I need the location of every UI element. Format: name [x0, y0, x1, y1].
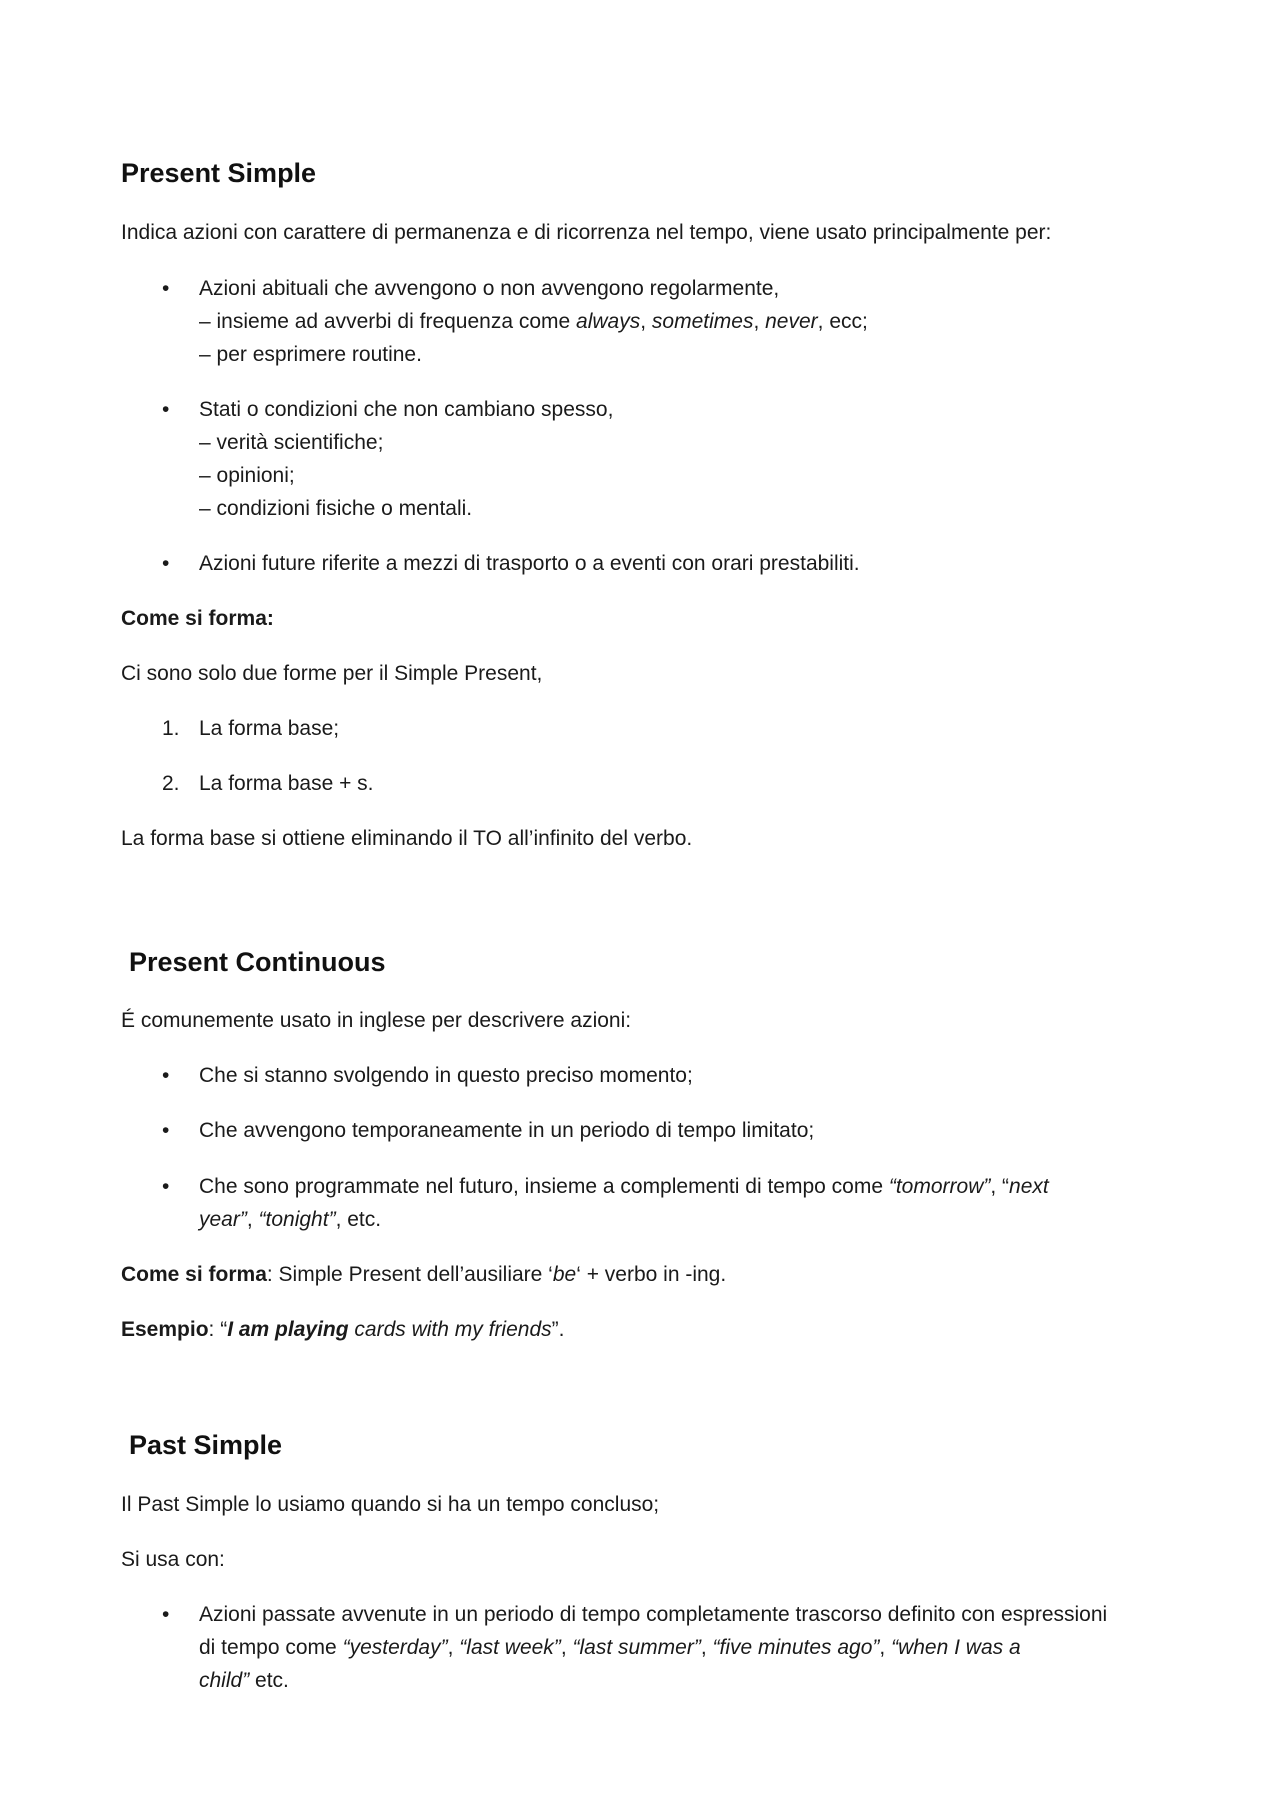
bullet-icon: • — [162, 1603, 170, 1626]
list-item-subline: child” etc. — [199, 1669, 289, 1692]
example-line: Esempio: “I am playing cards with my friends”. — [121, 1318, 565, 1341]
bullet-icon: • — [162, 552, 170, 575]
section-title-present-simple: Present Simple — [121, 158, 317, 188]
list-item-subline: year”, “tonight”, etc. — [199, 1208, 382, 1231]
bullet-icon: • — [162, 1175, 170, 1198]
list-item-subline: – opinioni; — [199, 464, 295, 487]
forms-intro: Ci sono solo due forme per il Simple Present, — [121, 662, 543, 685]
past-simple-usage: Si usa con: — [121, 1548, 225, 1571]
list-item-subline: – per esprimere routine. — [199, 343, 422, 366]
section-title-past-simple: Past Simple — [129, 1430, 283, 1460]
list-item: Stati o condizioni che non cambiano spesso, — [199, 398, 614, 421]
list-item: La forma base + s. — [199, 772, 374, 795]
present-simple-intro: Indica azioni con carattere di permanenza e di ricorrenza nel tempo, viene usato principalmente per: — [121, 221, 1052, 244]
list-item-subline: – verità scientifiche; — [199, 431, 384, 454]
list-item-subline: – insieme ad avverbi di frequenza come always, sometimes, never, ecc; — [199, 310, 868, 333]
base-note: La forma base si ottiene eliminando il TO all’infinito del verbo. — [121, 827, 693, 850]
list-item: Azioni future riferite a mezzi di trasporto o a eventi con orari prestabiliti. — [199, 552, 860, 575]
how-label: Come si forma: — [121, 607, 274, 630]
list-item: Che sono programmate nel futuro, insieme a complementi di tempo come “tomorrow”, “next — [199, 1175, 1049, 1198]
list-item: Azioni abituali che avvengono o non avvengono regolarmente, — [199, 277, 780, 300]
list-item: La forma base; — [199, 717, 340, 740]
list-item-subline: di tempo come “yesterday”, “last week”, “last summer”, “five minutes ago”, “when I was a — [199, 1636, 1021, 1659]
list-item: Azioni passate avvenute in un periodo di tempo completamente trascorso definito con espressioni — [199, 1603, 1108, 1626]
list-number: 2. — [162, 772, 180, 795]
list-item: Che si stanno svolgendo in questo preciso momento; — [199, 1064, 693, 1087]
how-line: Come si forma: Simple Present dell’ausiliare ‘be‘ + verbo in -ing. — [121, 1263, 727, 1286]
list-item-subline: – condizioni fisiche o mentali. — [199, 497, 473, 520]
bullet-icon: • — [162, 1119, 170, 1142]
present-continuous-intro: É comunemente usato in inglese per descrivere azioni: — [121, 1009, 632, 1032]
section-title-present-continuous: Present Continuous — [129, 947, 386, 977]
bullet-icon: • — [162, 1064, 170, 1087]
bullet-icon: • — [162, 277, 170, 300]
bullet-icon: • — [162, 398, 170, 421]
past-simple-intro: Il Past Simple lo usiamo quando si ha un tempo concluso; — [121, 1493, 660, 1516]
list-item: Che avvengono temporaneamente in un periodo di tempo limitato; — [199, 1119, 815, 1142]
list-number: 1. — [162, 717, 180, 740]
